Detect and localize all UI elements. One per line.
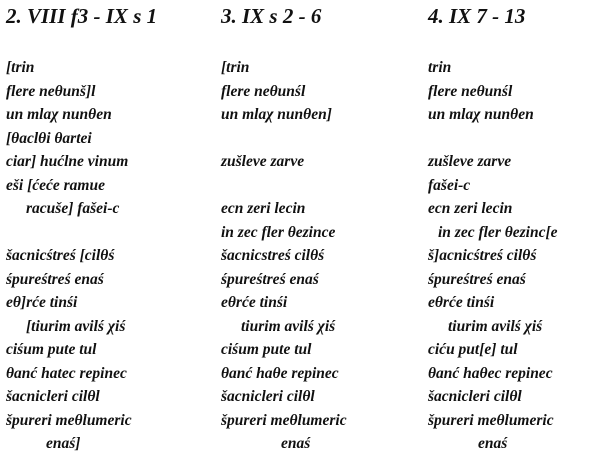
text-line: šacnicstreś cilθś: [221, 247, 325, 264]
text-line: racuše] fašei-c: [26, 200, 120, 217]
text-line: tiurim avilś χiś: [241, 317, 336, 335]
text-line: θanć hatec repinec: [6, 364, 127, 382]
text-line: š]acnicśtreś cilθś: [428, 247, 537, 264]
text-line: ciću put[e] tul: [428, 341, 518, 358]
text-line: ciśum pute tul: [221, 341, 312, 358]
text-line: flere neθunśl: [428, 82, 513, 100]
column-heading: 3. IX s 2 - 6: [221, 4, 322, 28]
text-line: eši [ćeće ramue: [6, 176, 105, 194]
text-line: flere neθunš]l: [6, 82, 96, 100]
column-heading: 4. IX 7 - 13: [428, 4, 526, 28]
text-line: śpureśtreś enaś: [6, 270, 104, 288]
text-line: śpureśtreś enaś: [221, 270, 319, 288]
text-line: enaś]: [46, 435, 81, 452]
text-line: ecn zeri lecin: [221, 200, 306, 217]
text-line: enaś: [478, 435, 508, 452]
text-line: šacnicśtreś [cilθś: [6, 247, 115, 264]
text-line: [trin: [221, 59, 250, 76]
text-line: eθ]rće tinśi: [6, 294, 78, 311]
text-line: fašei-c: [428, 176, 471, 194]
text-line: ecn zeri lecin: [428, 200, 513, 217]
text-line: [trin: [6, 59, 35, 76]
text-line: śpureśtreś enaś: [428, 270, 526, 288]
text-line: špureri meθlumeric: [428, 411, 554, 429]
text-line: in zec fler θezinc[e: [438, 223, 558, 241]
text-line: trin: [428, 59, 452, 76]
text-line: θanć haθe repinec: [221, 364, 339, 382]
text-line: un mlaχ nunθen: [428, 106, 534, 123]
text-line: eθrće tinśi: [428, 294, 495, 311]
text-line: šacnicleri cilθl: [6, 388, 100, 405]
text-line: enaś: [281, 435, 311, 452]
text-line: šacnicleri cilθl: [221, 388, 315, 405]
text-line: šacnicleri cilθl: [428, 388, 522, 405]
text-line: flere neθunśl: [221, 82, 306, 100]
text-line: un mlaχ nunθen]: [221, 106, 332, 123]
text-line: [θaclθi θartei: [6, 129, 92, 147]
text-line: špureri meθlumeric: [221, 411, 347, 429]
text-line: θanć haθec repinec: [428, 364, 553, 382]
text-line: tiurim avilś χiś: [448, 317, 543, 335]
text-line: un mlaχ nunθen: [6, 106, 112, 123]
text-line: in zec fler θezince: [221, 223, 336, 241]
text-line: zušleve zarve: [428, 153, 512, 170]
text-line: [tiurim avilś χiś: [26, 317, 126, 335]
column-heading: 2. VIII f3 - IX s 1: [6, 4, 158, 28]
text-line: zušleve zarve: [221, 153, 305, 170]
text-line: špureri meθlumeric: [6, 411, 132, 429]
text-line: ciśum pute tul: [6, 341, 97, 358]
text-line: ciar] hućlne vinum: [6, 153, 129, 170]
text-line: eθrće tinśi: [221, 294, 288, 311]
